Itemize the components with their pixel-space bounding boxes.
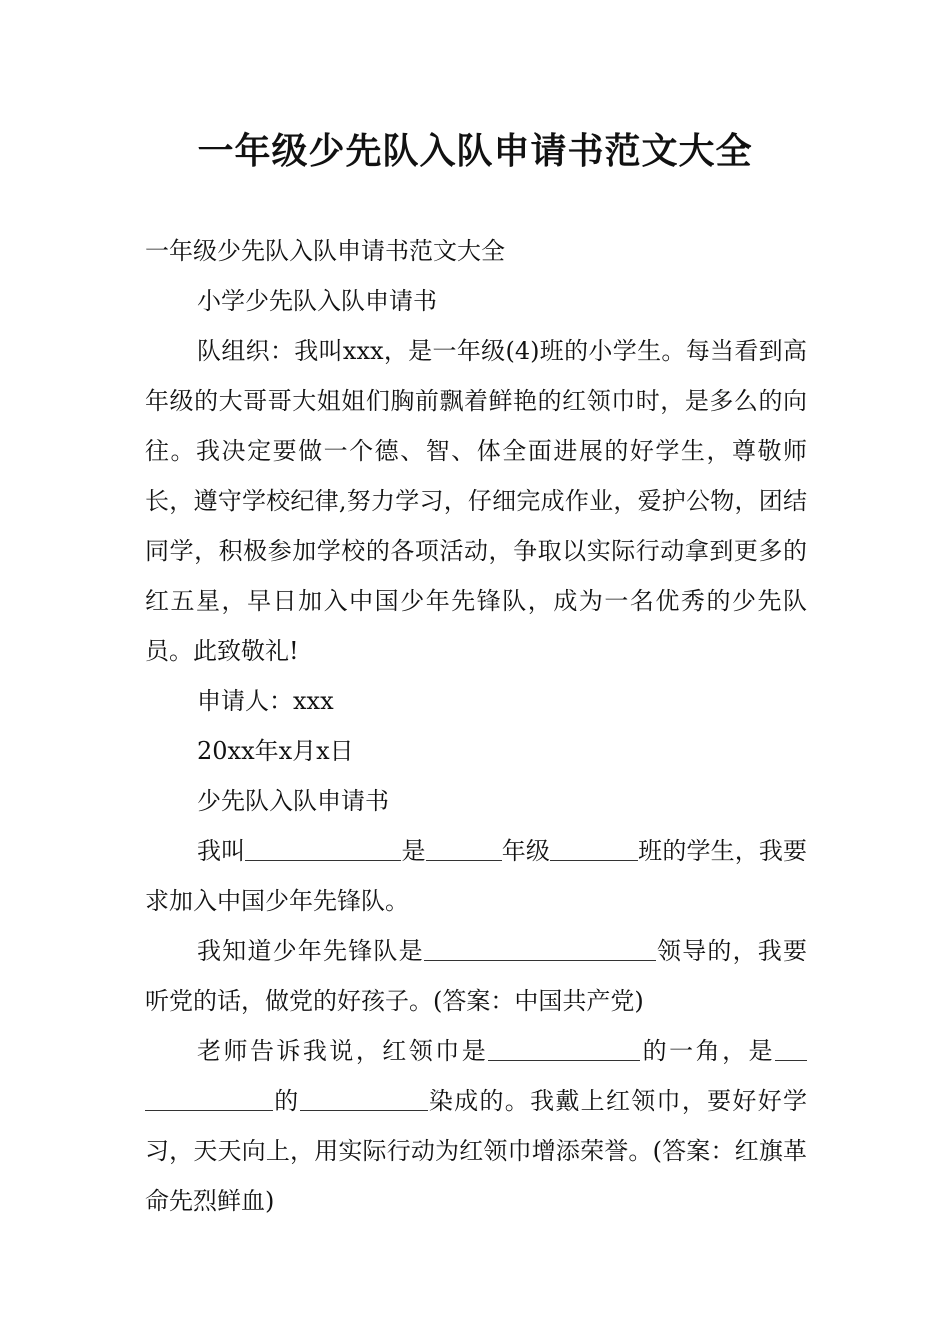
grade-blank[interactable]	[426, 838, 502, 861]
document-heading: 一年级少先队入队申请书范文大全	[145, 237, 505, 265]
class-blank[interactable]	[550, 838, 638, 861]
q1-text-4: 班的学生，我要求加入中国少年先锋队。	[145, 837, 808, 915]
q3-text-1: 老师告诉我说，红领巾是	[197, 1037, 489, 1065]
q2-text-1: 我知道少年先锋队是	[197, 937, 424, 965]
leader-blank[interactable]	[424, 938, 656, 961]
q2-text-2: 领导的，我要听党的话，做党的好孩子。(答案：中国共产党)	[145, 937, 808, 1015]
document-title: 一年级少先队入队申请书范文大全	[197, 131, 753, 172]
section1-subtitle: 小学少先队入队申请书	[197, 287, 437, 315]
flag-blank[interactable]	[488, 1038, 640, 1061]
q3-text-3: 的	[273, 1087, 300, 1115]
question-1	[145, 826, 807, 926]
question-3	[145, 1026, 807, 1226]
question-2	[145, 926, 807, 1026]
section2-subtitle: 少先队入队申请书	[197, 787, 389, 815]
signature-line: 申请人：xxx	[197, 687, 334, 715]
name-blank[interactable]	[245, 838, 401, 861]
blood-blank[interactable]	[300, 1088, 428, 1111]
martyrs-blank-b[interactable]	[145, 1088, 273, 1111]
q3-text-4: 染成的。我戴上红领巾，要好好学习，天天向上，用实际行动为红领巾增添荣誉。(答案：红旗革命先烈鲜血)	[145, 1087, 808, 1215]
q1-text-3: 年级	[501, 837, 551, 865]
q3-text-2: 的一角，是	[640, 1037, 776, 1065]
martyrs-blank-a[interactable]	[775, 1038, 807, 1061]
date-line: 20xx年x月x日	[197, 737, 354, 765]
q1-text-1: 我叫	[197, 837, 246, 865]
q1-text-2: 是	[401, 837, 426, 865]
section1-body: 队组织：我叫xxx，是一年级(4)班的小学生。每当看到高年级的大哥哥大姐姐们胸前飘着鲜艳的红领巾时，是多么的向往。我决定要做一个德、智、体全面进展的好学生，尊敬师长，遵守学校纪律,努力学习，仔细完成作业，爱护公物，团结同学，积极参加学校的各项活动，争取以实际行动拿到更多的红五星，早日加入中国少年先锋队，成为一名优秀的少先队员。此致敬礼!	[145, 337, 807, 665]
document-body	[145, 226, 807, 1226]
